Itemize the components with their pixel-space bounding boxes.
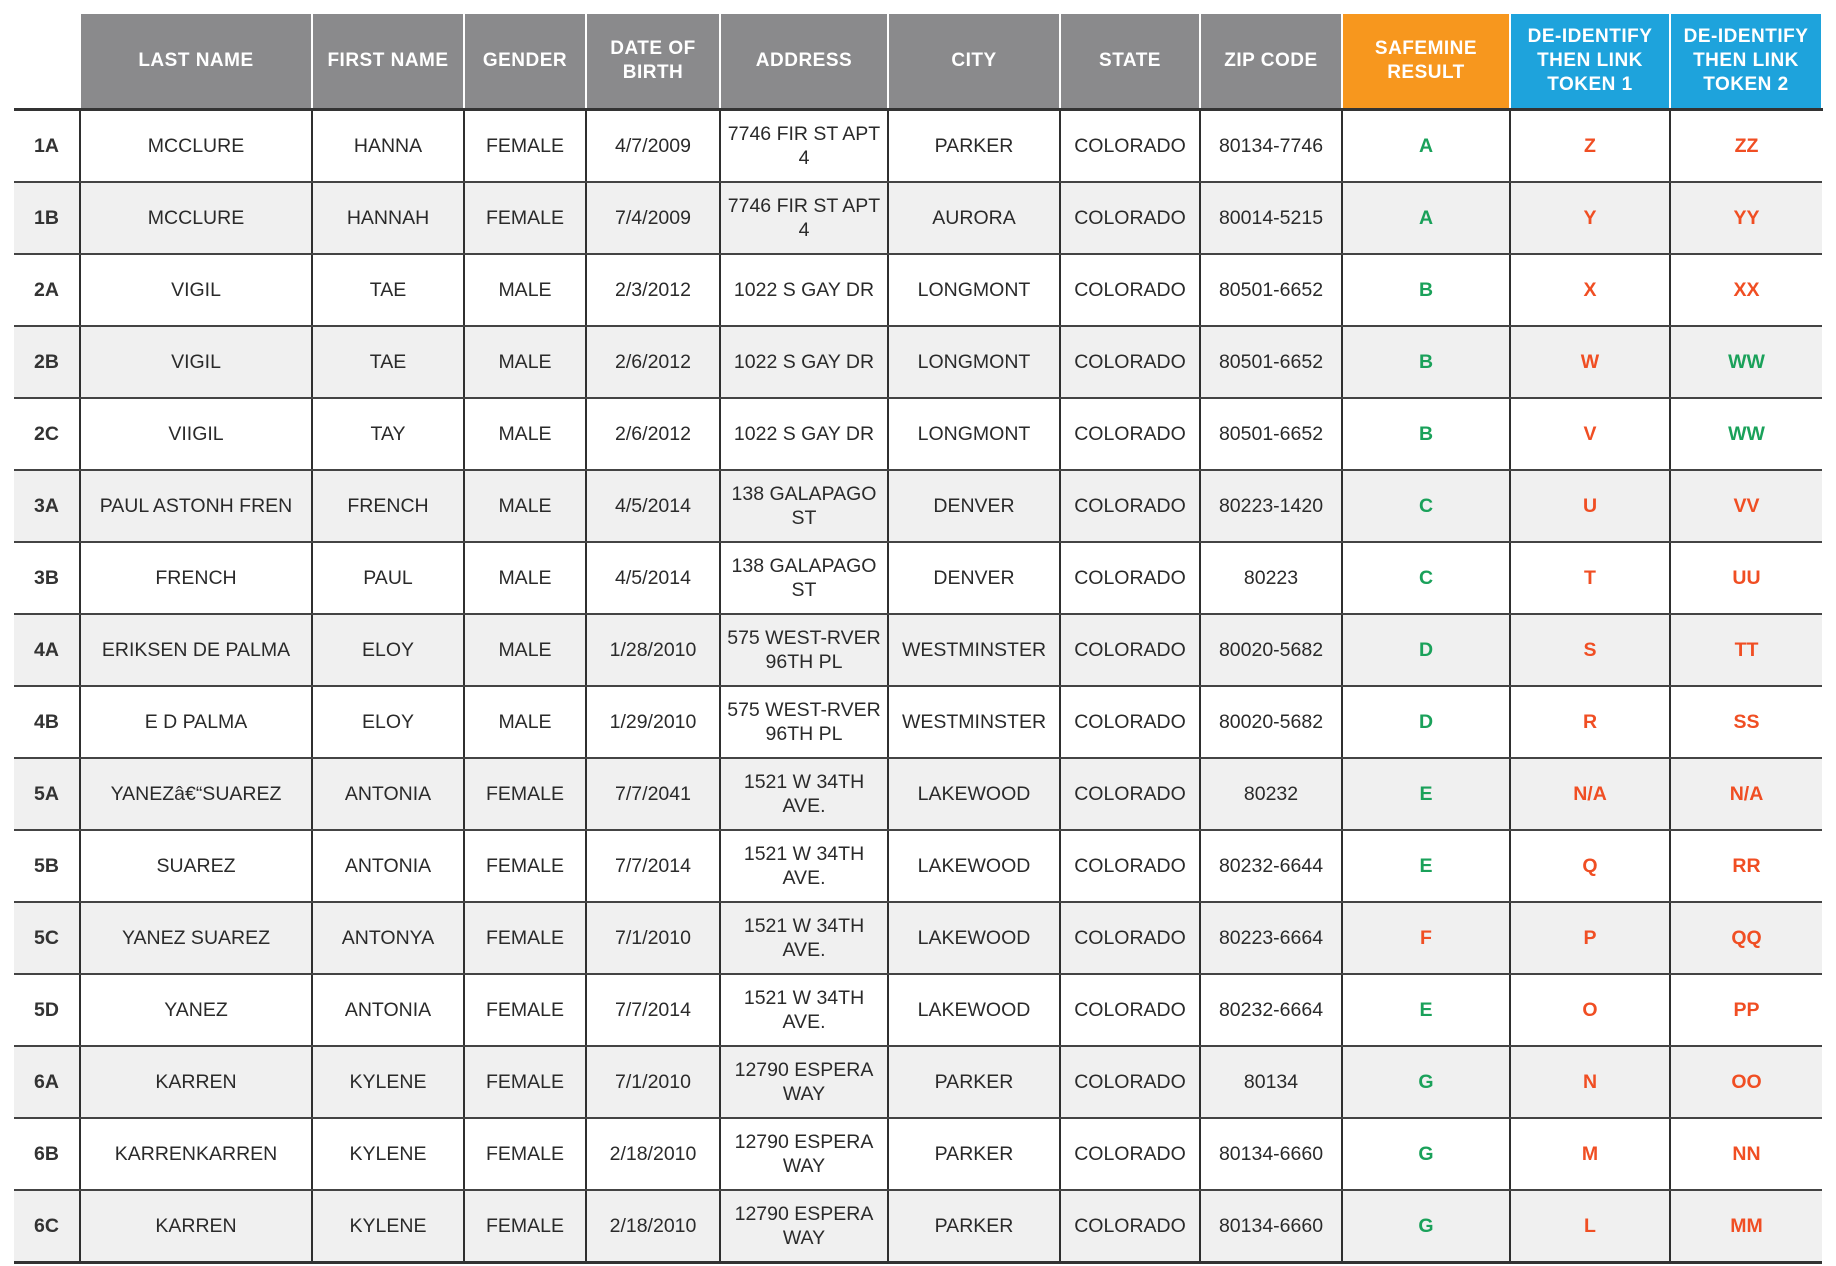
row-id-cell: 2B — [14, 326, 80, 398]
state-cell: COLORADO — [1060, 398, 1200, 470]
row-id-cell: 1A — [14, 110, 80, 183]
row-id-cell: 4A — [14, 614, 80, 686]
first-name-cell: ELOY — [312, 614, 464, 686]
token-2-cell: TT — [1670, 614, 1822, 686]
date-of-birth-cell: 2/3/2012 — [586, 254, 720, 326]
last-name-header: LAST NAME — [80, 14, 312, 110]
date-of-birth-cell: 4/5/2014 — [586, 470, 720, 542]
table-row — [14, 830, 1822, 902]
row-id-cell: 6A — [14, 1046, 80, 1118]
token-2-cell: QQ — [1670, 902, 1822, 974]
gender-cell: MALE — [464, 398, 586, 470]
safemine-result-cell: B — [1342, 254, 1510, 326]
zip-code-cell: 80134-6660 — [1200, 1118, 1342, 1190]
token-1-cell: S — [1510, 614, 1670, 686]
date-of-birth-cell: 7/7/2014 — [586, 830, 720, 902]
address-cell: 12790 ESPERA WAY — [720, 1190, 888, 1263]
address-cell: 7746 FIR ST APT 4 — [720, 110, 888, 183]
first-name-cell: ANTONIA — [312, 758, 464, 830]
last-name-cell: E D PALMA — [80, 686, 312, 758]
token-2-cell: N/A — [1670, 758, 1822, 830]
address-cell: 1521 W 34TH AVE. — [720, 974, 888, 1046]
token-1-cell: O — [1510, 974, 1670, 1046]
date-of-birth-cell: 1/29/2010 — [586, 686, 720, 758]
zip-code-cell: 80014-5215 — [1200, 182, 1342, 254]
header-row — [14, 14, 1822, 110]
zip-code-cell: 80232 — [1200, 758, 1342, 830]
city-cell: PARKER — [888, 1118, 1060, 1190]
safemine-result-cell: E — [1342, 758, 1510, 830]
table-row — [14, 110, 1822, 183]
safemine-result-cell: D — [1342, 686, 1510, 758]
safemine-result-cell: B — [1342, 326, 1510, 398]
city-cell: PARKER — [888, 110, 1060, 183]
gender-cell: FEMALE — [464, 830, 586, 902]
first-name-cell: ANTONIA — [312, 830, 464, 902]
table-row — [14, 470, 1822, 542]
table-row — [14, 398, 1822, 470]
token-1-cell: V — [1510, 398, 1670, 470]
table-row — [14, 1118, 1822, 1190]
token-2-cell: WW — [1670, 326, 1822, 398]
address-cell: 1521 W 34TH AVE. — [720, 830, 888, 902]
record-linkage-table-container — [14, 14, 1823, 1264]
gender-header: GENDER — [464, 14, 586, 110]
safemine-result-cell: G — [1342, 1190, 1510, 1263]
token-1-cell: R — [1510, 686, 1670, 758]
date-of-birth-cell: 7/7/2041 — [586, 758, 720, 830]
first-name-cell: KYLENE — [312, 1046, 464, 1118]
gender-cell: MALE — [464, 470, 586, 542]
token-1-cell: Y — [1510, 182, 1670, 254]
address-cell: 1022 S GAY DR — [720, 254, 888, 326]
address-cell: 1022 S GAY DR — [720, 326, 888, 398]
address-cell: 12790 ESPERA WAY — [720, 1046, 888, 1118]
row-id-cell: 6C — [14, 1190, 80, 1263]
date-of-birth-cell: 7/4/2009 — [586, 182, 720, 254]
state-cell: COLORADO — [1060, 1190, 1200, 1263]
first-name-cell: ANTONIA — [312, 974, 464, 1046]
table-row — [14, 758, 1822, 830]
city-cell: LONGMONT — [888, 398, 1060, 470]
token-1-cell: W — [1510, 326, 1670, 398]
date-of-birth-cell: 7/1/2010 — [586, 1046, 720, 1118]
gender-cell: MALE — [464, 254, 586, 326]
token-2-cell: MM — [1670, 1190, 1822, 1263]
table-row — [14, 542, 1822, 614]
record-linkage-table — [14, 14, 1823, 1264]
last-name-cell: YANEZ SUAREZ — [80, 902, 312, 974]
state-cell: COLORADO — [1060, 830, 1200, 902]
token-2-header: DE-IDENTIFY THEN LINK TOKEN 2 — [1670, 14, 1822, 110]
token-2-cell: WW — [1670, 398, 1822, 470]
token-1-header: DE-IDENTIFY THEN LINK TOKEN 1 — [1510, 14, 1670, 110]
first-name-header: FIRST NAME — [312, 14, 464, 110]
state-header: STATE — [1060, 14, 1200, 110]
token-1-cell: Z — [1510, 110, 1670, 183]
gender-cell: FEMALE — [464, 1046, 586, 1118]
address-cell: 1022 S GAY DR — [720, 398, 888, 470]
first-name-cell: ELOY — [312, 686, 464, 758]
city-cell: LAKEWOOD — [888, 830, 1060, 902]
date-of-birth-cell: 4/5/2014 — [586, 542, 720, 614]
gender-cell: FEMALE — [464, 110, 586, 183]
token-2-cell: ZZ — [1670, 110, 1822, 183]
city-cell: PARKER — [888, 1046, 1060, 1118]
safemine-result-header: SAFEMINE RESULT — [1342, 14, 1510, 110]
state-cell: COLORADO — [1060, 686, 1200, 758]
row-id-cell: 3B — [14, 542, 80, 614]
date-of-birth-cell: 2/18/2010 — [586, 1118, 720, 1190]
token-1-cell: P — [1510, 902, 1670, 974]
gender-cell: FEMALE — [464, 1190, 586, 1263]
state-cell: COLORADO — [1060, 110, 1200, 183]
date-of-birth-header: DATE OF BIRTH — [586, 14, 720, 110]
row-id-cell: 5B — [14, 830, 80, 902]
zip-code-cell: 80501-6652 — [1200, 254, 1342, 326]
gender-cell: MALE — [464, 686, 586, 758]
address-cell: 1521 W 34TH AVE. — [720, 902, 888, 974]
address-header: ADDRESS — [720, 14, 888, 110]
date-of-birth-cell: 7/1/2010 — [586, 902, 720, 974]
safemine-result-cell: A — [1342, 182, 1510, 254]
city-cell: PARKER — [888, 1190, 1060, 1263]
row-id-cell: 2C — [14, 398, 80, 470]
token-2-cell: OO — [1670, 1046, 1822, 1118]
last-name-cell: KARREN — [80, 1190, 312, 1263]
token-2-cell: PP — [1670, 974, 1822, 1046]
row-id-cell: 5A — [14, 758, 80, 830]
token-1-cell: M — [1510, 1118, 1670, 1190]
first-name-cell: HANNA — [312, 110, 464, 183]
first-name-cell: HANNAH — [312, 182, 464, 254]
zip-code-cell: 80232-6644 — [1200, 830, 1342, 902]
table-row — [14, 1190, 1822, 1263]
city-cell: DENVER — [888, 542, 1060, 614]
zip-code-header: ZIP CODE — [1200, 14, 1342, 110]
zip-code-cell: 80223-6664 — [1200, 902, 1342, 974]
table-body — [14, 110, 1822, 1263]
token-1-cell: T — [1510, 542, 1670, 614]
safemine-result-cell: D — [1342, 614, 1510, 686]
row-id-cell: 3A — [14, 470, 80, 542]
last-name-cell: ERIKSEN DE PALMA — [80, 614, 312, 686]
date-of-birth-cell: 1/28/2010 — [586, 614, 720, 686]
state-cell: COLORADO — [1060, 614, 1200, 686]
state-cell: COLORADO — [1060, 974, 1200, 1046]
last-name-cell: KARRENKARREN — [80, 1118, 312, 1190]
token-1-cell: Q — [1510, 830, 1670, 902]
date-of-birth-cell: 2/18/2010 — [586, 1190, 720, 1263]
date-of-birth-cell: 4/7/2009 — [586, 110, 720, 183]
city-cell: LAKEWOOD — [888, 902, 1060, 974]
safemine-result-cell: G — [1342, 1046, 1510, 1118]
zip-code-cell: 80223-1420 — [1200, 470, 1342, 542]
state-cell: COLORADO — [1060, 902, 1200, 974]
row-id-cell: 5D — [14, 974, 80, 1046]
state-cell: COLORADO — [1060, 470, 1200, 542]
state-cell: COLORADO — [1060, 758, 1200, 830]
last-name-cell: PAUL ASTONH FREN — [80, 470, 312, 542]
zip-code-cell: 80020-5682 — [1200, 614, 1342, 686]
safemine-result-cell: G — [1342, 1118, 1510, 1190]
last-name-cell: VIGIL — [80, 326, 312, 398]
first-name-cell: KYLENE — [312, 1118, 464, 1190]
gender-cell: MALE — [464, 542, 586, 614]
address-cell: 575 WEST-RVER 96TH PL — [720, 686, 888, 758]
state-cell: COLORADO — [1060, 254, 1200, 326]
date-of-birth-cell: 2/6/2012 — [586, 398, 720, 470]
first-name-cell: TAE — [312, 254, 464, 326]
row-id-cell: 5C — [14, 902, 80, 974]
city-cell: DENVER — [888, 470, 1060, 542]
token-2-cell: RR — [1670, 830, 1822, 902]
city-cell: LONGMONT — [888, 254, 1060, 326]
zip-code-cell: 80232-6664 — [1200, 974, 1342, 1046]
zip-code-cell: 80501-6652 — [1200, 326, 1342, 398]
date-of-birth-cell: 7/7/2014 — [586, 974, 720, 1046]
zip-code-cell: 80134-7746 — [1200, 110, 1342, 183]
city-cell: WESTMINSTER — [888, 686, 1060, 758]
last-name-cell: VIIGIL — [80, 398, 312, 470]
first-name-cell: KYLENE — [312, 1190, 464, 1263]
gender-cell: MALE — [464, 326, 586, 398]
zip-code-cell: 80020-5682 — [1200, 686, 1342, 758]
state-cell: COLORADO — [1060, 542, 1200, 614]
gender-cell: FEMALE — [464, 182, 586, 254]
table-row — [14, 614, 1822, 686]
last-name-cell: SUAREZ — [80, 830, 312, 902]
gender-cell: MALE — [464, 614, 586, 686]
address-cell: 1521 W 34TH AVE. — [720, 758, 888, 830]
token-2-cell: VV — [1670, 470, 1822, 542]
address-cell: 138 GALAPAGO ST — [720, 542, 888, 614]
token-2-cell: XX — [1670, 254, 1822, 326]
safemine-result-cell: A — [1342, 110, 1510, 183]
token-1-cell: L — [1510, 1190, 1670, 1263]
safemine-result-cell: E — [1342, 974, 1510, 1046]
token-1-cell: X — [1510, 254, 1670, 326]
safemine-result-cell: F — [1342, 902, 1510, 974]
row-id-cell: 2A — [14, 254, 80, 326]
state-cell: COLORADO — [1060, 326, 1200, 398]
city-header: CITY — [888, 14, 1060, 110]
first-name-cell: PAUL — [312, 542, 464, 614]
last-name-cell: KARREN — [80, 1046, 312, 1118]
address-cell: 575 WEST-RVER 96TH PL — [720, 614, 888, 686]
date-of-birth-cell: 2/6/2012 — [586, 326, 720, 398]
city-cell: LAKEWOOD — [888, 758, 1060, 830]
address-cell: 7746 FIR ST APT 4 — [720, 182, 888, 254]
gender-cell: FEMALE — [464, 974, 586, 1046]
state-cell: COLORADO — [1060, 1118, 1200, 1190]
token-1-cell: N/A — [1510, 758, 1670, 830]
state-cell: COLORADO — [1060, 182, 1200, 254]
gender-cell: FEMALE — [464, 758, 586, 830]
gender-cell: FEMALE — [464, 902, 586, 974]
table-row — [14, 326, 1822, 398]
safemine-result-cell: E — [1342, 830, 1510, 902]
zip-code-cell: 80501-6652 — [1200, 398, 1342, 470]
row-id-cell: 6B — [14, 1118, 80, 1190]
safemine-result-cell: C — [1342, 542, 1510, 614]
last-name-cell: FRENCH — [80, 542, 312, 614]
last-name-cell: MCCLURE — [80, 110, 312, 183]
last-name-cell: YANEZâ€“SUAREZ — [80, 758, 312, 830]
row-id-header — [14, 14, 80, 110]
token-2-cell: NN — [1670, 1118, 1822, 1190]
last-name-cell: VIGIL — [80, 254, 312, 326]
gender-cell: FEMALE — [464, 1118, 586, 1190]
address-cell: 138 GALAPAGO ST — [720, 470, 888, 542]
zip-code-cell: 80223 — [1200, 542, 1342, 614]
table-row — [14, 902, 1822, 974]
row-id-cell: 1B — [14, 182, 80, 254]
city-cell: LAKEWOOD — [888, 974, 1060, 1046]
state-cell: COLORADO — [1060, 1046, 1200, 1118]
last-name-cell: YANEZ — [80, 974, 312, 1046]
token-1-cell: U — [1510, 470, 1670, 542]
table-row — [14, 182, 1822, 254]
row-id-cell: 4B — [14, 686, 80, 758]
first-name-cell: ANTONYA — [312, 902, 464, 974]
last-name-cell: MCCLURE — [80, 182, 312, 254]
safemine-result-cell: B — [1342, 398, 1510, 470]
first-name-cell: TAY — [312, 398, 464, 470]
address-cell: 12790 ESPERA WAY — [720, 1118, 888, 1190]
table-row — [14, 254, 1822, 326]
token-2-cell: YY — [1670, 182, 1822, 254]
city-cell: WESTMINSTER — [888, 614, 1060, 686]
table-row — [14, 686, 1822, 758]
token-1-cell: N — [1510, 1046, 1670, 1118]
token-2-cell: UU — [1670, 542, 1822, 614]
table-row — [14, 1046, 1822, 1118]
zip-code-cell: 80134 — [1200, 1046, 1342, 1118]
token-2-cell: SS — [1670, 686, 1822, 758]
city-cell: LONGMONT — [888, 326, 1060, 398]
safemine-result-cell: C — [1342, 470, 1510, 542]
first-name-cell: FRENCH — [312, 470, 464, 542]
first-name-cell: TAE — [312, 326, 464, 398]
zip-code-cell: 80134-6660 — [1200, 1190, 1342, 1263]
city-cell: AURORA — [888, 182, 1060, 254]
table-row — [14, 974, 1822, 1046]
